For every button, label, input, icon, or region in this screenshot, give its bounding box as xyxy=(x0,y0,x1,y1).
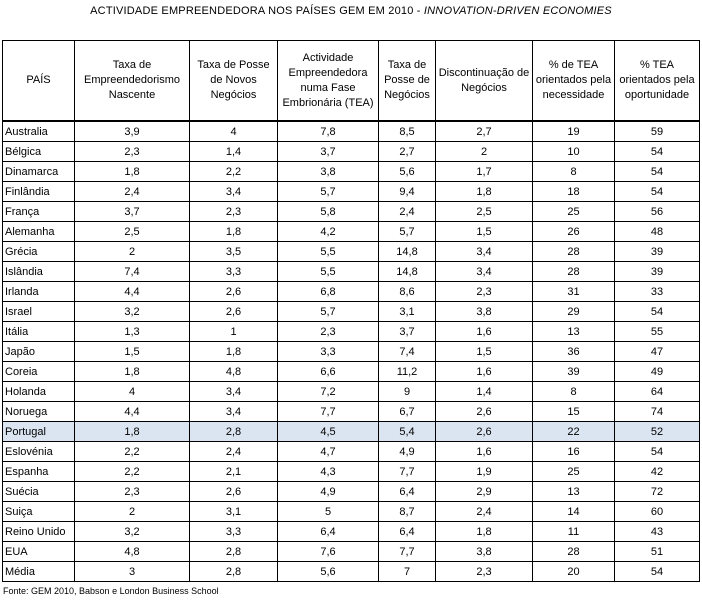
value-cell: 60 xyxy=(615,502,700,522)
value-cell: 25 xyxy=(533,462,615,482)
table-row xyxy=(3,302,700,322)
value-cell: 1,6 xyxy=(436,322,533,342)
value-cell: 54 xyxy=(615,302,700,322)
value-cell: 1,6 xyxy=(436,362,533,382)
country-cell: Alemanha xyxy=(3,222,75,242)
value-cell: 8,6 xyxy=(379,282,436,302)
value-cell: 26 xyxy=(533,222,615,242)
country-cell: Holanda xyxy=(3,382,75,402)
value-cell: 1,8 xyxy=(190,342,278,362)
value-cell: 3,3 xyxy=(190,522,278,542)
value-cell: 3,8 xyxy=(278,162,379,182)
country-cell: Israel xyxy=(3,302,75,322)
value-cell: 2 xyxy=(75,502,190,522)
value-cell: 2,6 xyxy=(436,422,533,442)
value-cell: 5,7 xyxy=(379,222,436,242)
table-row xyxy=(3,542,700,562)
value-cell: 7,6 xyxy=(278,542,379,562)
header-cell-country: PAÍS xyxy=(3,41,75,122)
value-cell: 4,7 xyxy=(278,442,379,462)
country-cell: Suécia xyxy=(3,482,75,502)
value-cell: 54 xyxy=(615,562,700,582)
value-cell: 4,3 xyxy=(278,462,379,482)
table-row xyxy=(3,522,700,542)
value-cell: 54 xyxy=(615,442,700,462)
table-row xyxy=(3,282,700,302)
value-cell: 5,7 xyxy=(278,302,379,322)
value-cell: 3,4 xyxy=(190,402,278,422)
value-cell: 2,8 xyxy=(190,422,278,442)
value-cell: 2,7 xyxy=(379,142,436,162)
value-cell: 33 xyxy=(615,282,700,302)
value-cell: 6,4 xyxy=(278,522,379,542)
value-cell: 3,3 xyxy=(278,342,379,362)
value-cell: 9,4 xyxy=(379,182,436,202)
country-cell: Portugal xyxy=(3,422,75,442)
value-cell: 72 xyxy=(615,482,700,502)
value-cell: 51 xyxy=(615,542,700,562)
value-cell: 59 xyxy=(615,121,700,142)
value-cell: 2,2 xyxy=(75,462,190,482)
value-cell: 3,5 xyxy=(190,242,278,262)
value-cell: 1,5 xyxy=(75,342,190,362)
table-row xyxy=(3,182,700,202)
value-cell: 54 xyxy=(615,162,700,182)
table-row xyxy=(3,342,700,362)
header-cell: % TEA orientados pela oportunidade xyxy=(615,41,700,122)
value-cell: 1 xyxy=(190,322,278,342)
value-cell: 7,2 xyxy=(278,382,379,402)
value-cell: 7,4 xyxy=(379,342,436,362)
value-cell: 1,4 xyxy=(190,142,278,162)
value-cell: 16 xyxy=(533,442,615,462)
value-cell: 2,8 xyxy=(190,542,278,562)
value-cell: 5,8 xyxy=(278,202,379,222)
data-table xyxy=(2,40,700,582)
value-cell: 8 xyxy=(533,382,615,402)
value-cell: 64 xyxy=(615,382,700,402)
value-cell: 4,4 xyxy=(75,282,190,302)
value-cell: 2,3 xyxy=(75,142,190,162)
value-cell: 1,5 xyxy=(436,222,533,242)
value-cell: 3,4 xyxy=(436,262,533,282)
value-cell: 29 xyxy=(533,302,615,322)
header-row xyxy=(3,41,700,122)
value-cell: 1,3 xyxy=(75,322,190,342)
value-cell: 49 xyxy=(615,362,700,382)
value-cell: 13 xyxy=(533,482,615,502)
value-cell: 19 xyxy=(533,121,615,142)
header-cell: Taxa de Empreendedorismo Nascente xyxy=(75,41,190,122)
value-cell: 8,5 xyxy=(379,121,436,142)
value-cell: 31 xyxy=(533,282,615,302)
value-cell: 1,8 xyxy=(75,362,190,382)
value-cell: 3,9 xyxy=(75,121,190,142)
country-cell: Grécia xyxy=(3,242,75,262)
country-cell: Itália xyxy=(3,322,75,342)
value-cell: 39 xyxy=(615,262,700,282)
value-cell: 4,9 xyxy=(278,482,379,502)
table-row xyxy=(3,482,700,502)
table-row xyxy=(3,502,700,522)
table-row xyxy=(3,562,700,582)
value-cell: 3,2 xyxy=(75,302,190,322)
value-cell: 3 xyxy=(75,562,190,582)
value-cell: 15 xyxy=(533,402,615,422)
value-cell: 4,9 xyxy=(379,442,436,462)
table-row xyxy=(3,382,700,402)
value-cell: 1,8 xyxy=(75,162,190,182)
value-cell: 1,8 xyxy=(190,222,278,242)
table-row xyxy=(3,462,700,482)
value-cell: 3,3 xyxy=(190,262,278,282)
table-body xyxy=(3,121,700,582)
value-cell: 3,8 xyxy=(436,302,533,322)
value-cell: 56 xyxy=(615,202,700,222)
country-cell: Bélgica xyxy=(3,142,75,162)
header-cell: Taxa de Posse de Novos Negócios xyxy=(190,41,278,122)
value-cell: 8 xyxy=(533,162,615,182)
value-cell: 28 xyxy=(533,262,615,282)
country-cell: Espanha xyxy=(3,462,75,482)
value-cell: 5,6 xyxy=(379,162,436,182)
value-cell: 2,4 xyxy=(436,502,533,522)
table-title-italic: INNOVATION-DRIVEN ECONOMIES xyxy=(423,5,612,17)
value-cell: 39 xyxy=(533,362,615,382)
value-cell: 10 xyxy=(533,142,615,162)
value-cell: 2,3 xyxy=(436,282,533,302)
value-cell: 43 xyxy=(615,522,700,542)
value-cell: 5,5 xyxy=(278,242,379,262)
value-cell: 6,4 xyxy=(379,522,436,542)
value-cell: 4,2 xyxy=(278,222,379,242)
value-cell: 25 xyxy=(533,202,615,222)
value-cell: 2,3 xyxy=(278,322,379,342)
header-cell: Taxa de Posse de Negócios xyxy=(379,41,436,122)
value-cell: 36 xyxy=(533,342,615,362)
table-row xyxy=(3,142,700,162)
value-cell: 4 xyxy=(75,382,190,402)
header-cell: Actividade Empreendedora numa Fase Embrionária (TEA) xyxy=(278,41,379,122)
value-cell: 3,7 xyxy=(75,202,190,222)
value-cell: 48 xyxy=(615,222,700,242)
country-cell: Australia xyxy=(3,121,75,142)
value-cell: 13 xyxy=(533,322,615,342)
value-cell: 1,4 xyxy=(436,382,533,402)
country-cell: Suiça xyxy=(3,502,75,522)
country-cell: Eslovénia xyxy=(3,442,75,462)
country-cell: Noruega xyxy=(3,402,75,422)
country-cell: EUA xyxy=(3,542,75,562)
value-cell: 28 xyxy=(533,242,615,262)
value-cell: 3,7 xyxy=(278,142,379,162)
value-cell: 54 xyxy=(615,182,700,202)
country-cell: Coreia xyxy=(3,362,75,382)
country-cell: Japão xyxy=(3,342,75,362)
value-cell: 2,4 xyxy=(75,182,190,202)
value-cell: 5,6 xyxy=(278,562,379,582)
value-cell: 5,7 xyxy=(278,182,379,202)
value-cell: 1,8 xyxy=(436,522,533,542)
value-cell: 3,4 xyxy=(190,182,278,202)
value-cell: 42 xyxy=(615,462,700,482)
value-cell: 3,1 xyxy=(190,502,278,522)
value-cell: 11 xyxy=(533,522,615,542)
value-cell: 2,6 xyxy=(190,282,278,302)
value-cell: 6,7 xyxy=(379,402,436,422)
country-cell: Dinamarca xyxy=(3,162,75,182)
value-cell: 2,3 xyxy=(190,202,278,222)
value-cell: 7,4 xyxy=(75,262,190,282)
value-cell: 5 xyxy=(278,502,379,522)
country-cell: França xyxy=(3,202,75,222)
value-cell: 2 xyxy=(75,242,190,262)
value-cell: 2,2 xyxy=(75,442,190,462)
value-cell: 1,5 xyxy=(436,342,533,362)
value-cell: 2,3 xyxy=(436,562,533,582)
value-cell: 2,1 xyxy=(190,462,278,482)
value-cell: 7,7 xyxy=(379,462,436,482)
country-cell: Média xyxy=(3,562,75,582)
value-cell: 11,2 xyxy=(379,362,436,382)
value-cell: 55 xyxy=(615,322,700,342)
table-title xyxy=(0,5,702,17)
value-cell: 9 xyxy=(379,382,436,402)
value-cell: 4 xyxy=(190,121,278,142)
table-row xyxy=(3,242,700,262)
value-cell: 4,4 xyxy=(75,402,190,422)
value-cell: 1,7 xyxy=(436,162,533,182)
value-cell: 2,2 xyxy=(190,162,278,182)
value-cell: 2,6 xyxy=(190,482,278,502)
value-cell: 14,8 xyxy=(379,262,436,282)
value-cell: 22 xyxy=(533,422,615,442)
table-row xyxy=(3,222,700,242)
value-cell: 5,4 xyxy=(379,422,436,442)
table-row xyxy=(3,322,700,342)
table-row xyxy=(3,121,700,142)
value-cell: 3,2 xyxy=(75,522,190,542)
value-cell: 2,8 xyxy=(190,562,278,582)
value-cell: 4,8 xyxy=(190,362,278,382)
value-cell: 2,6 xyxy=(436,402,533,422)
table-row xyxy=(3,262,700,282)
country-cell: Finlândia xyxy=(3,182,75,202)
country-cell: Reino Unido xyxy=(3,522,75,542)
value-cell: 2,9 xyxy=(436,482,533,502)
table-title-main: ACTIVIDADE EMPREENDEDORA NOS PAÍSES GEM EM 2010 - xyxy=(90,5,424,17)
value-cell: 2,4 xyxy=(379,202,436,222)
header-cell: % de TEA orientados pela necessidade xyxy=(533,41,615,122)
value-cell: 6,4 xyxy=(379,482,436,502)
value-cell: 4,8 xyxy=(75,542,190,562)
value-cell: 2,5 xyxy=(436,202,533,222)
value-cell: 1,9 xyxy=(436,462,533,482)
value-cell: 2,3 xyxy=(75,482,190,502)
value-cell: 74 xyxy=(615,402,700,422)
value-cell: 3,4 xyxy=(436,242,533,262)
value-cell: 2 xyxy=(436,142,533,162)
table-row xyxy=(3,162,700,182)
table-row xyxy=(3,402,700,422)
value-cell: 28 xyxy=(533,542,615,562)
header-cell: Discontinuação de Negócios xyxy=(436,41,533,122)
value-cell: 8,7 xyxy=(379,502,436,522)
value-cell: 3,1 xyxy=(379,302,436,322)
table-row xyxy=(3,362,700,382)
value-cell: 2,7 xyxy=(436,121,533,142)
value-cell: 14,8 xyxy=(379,242,436,262)
value-cell: 2,4 xyxy=(190,442,278,462)
value-cell: 6,6 xyxy=(278,362,379,382)
value-cell: 7,8 xyxy=(278,121,379,142)
table-row xyxy=(3,202,700,222)
value-cell: 7,7 xyxy=(379,542,436,562)
value-cell: 14 xyxy=(533,502,615,522)
value-cell: 3,8 xyxy=(436,542,533,562)
value-cell: 3,4 xyxy=(190,382,278,402)
value-cell: 2,6 xyxy=(190,302,278,322)
value-cell: 20 xyxy=(533,562,615,582)
value-cell: 39 xyxy=(615,242,700,262)
value-cell: 52 xyxy=(615,422,700,442)
value-cell: 18 xyxy=(533,182,615,202)
value-cell: 3,7 xyxy=(379,322,436,342)
value-cell: 5,5 xyxy=(278,262,379,282)
value-cell: 7,7 xyxy=(278,402,379,422)
value-cell: 1,8 xyxy=(436,182,533,202)
table-row xyxy=(3,422,700,442)
value-cell: 4,5 xyxy=(278,422,379,442)
value-cell: 47 xyxy=(615,342,700,362)
country-cell: Irlanda xyxy=(3,282,75,302)
value-cell: 2,5 xyxy=(75,222,190,242)
value-cell: 6,8 xyxy=(278,282,379,302)
table-row xyxy=(3,442,700,462)
value-cell: 1,6 xyxy=(436,442,533,462)
country-cell: Islândia xyxy=(3,262,75,282)
value-cell: 54 xyxy=(615,142,700,162)
value-cell: 7 xyxy=(379,562,436,582)
source-note: Fonte: GEM 2010, Babson e London Business School xyxy=(3,586,219,596)
value-cell: 1,8 xyxy=(75,422,190,442)
